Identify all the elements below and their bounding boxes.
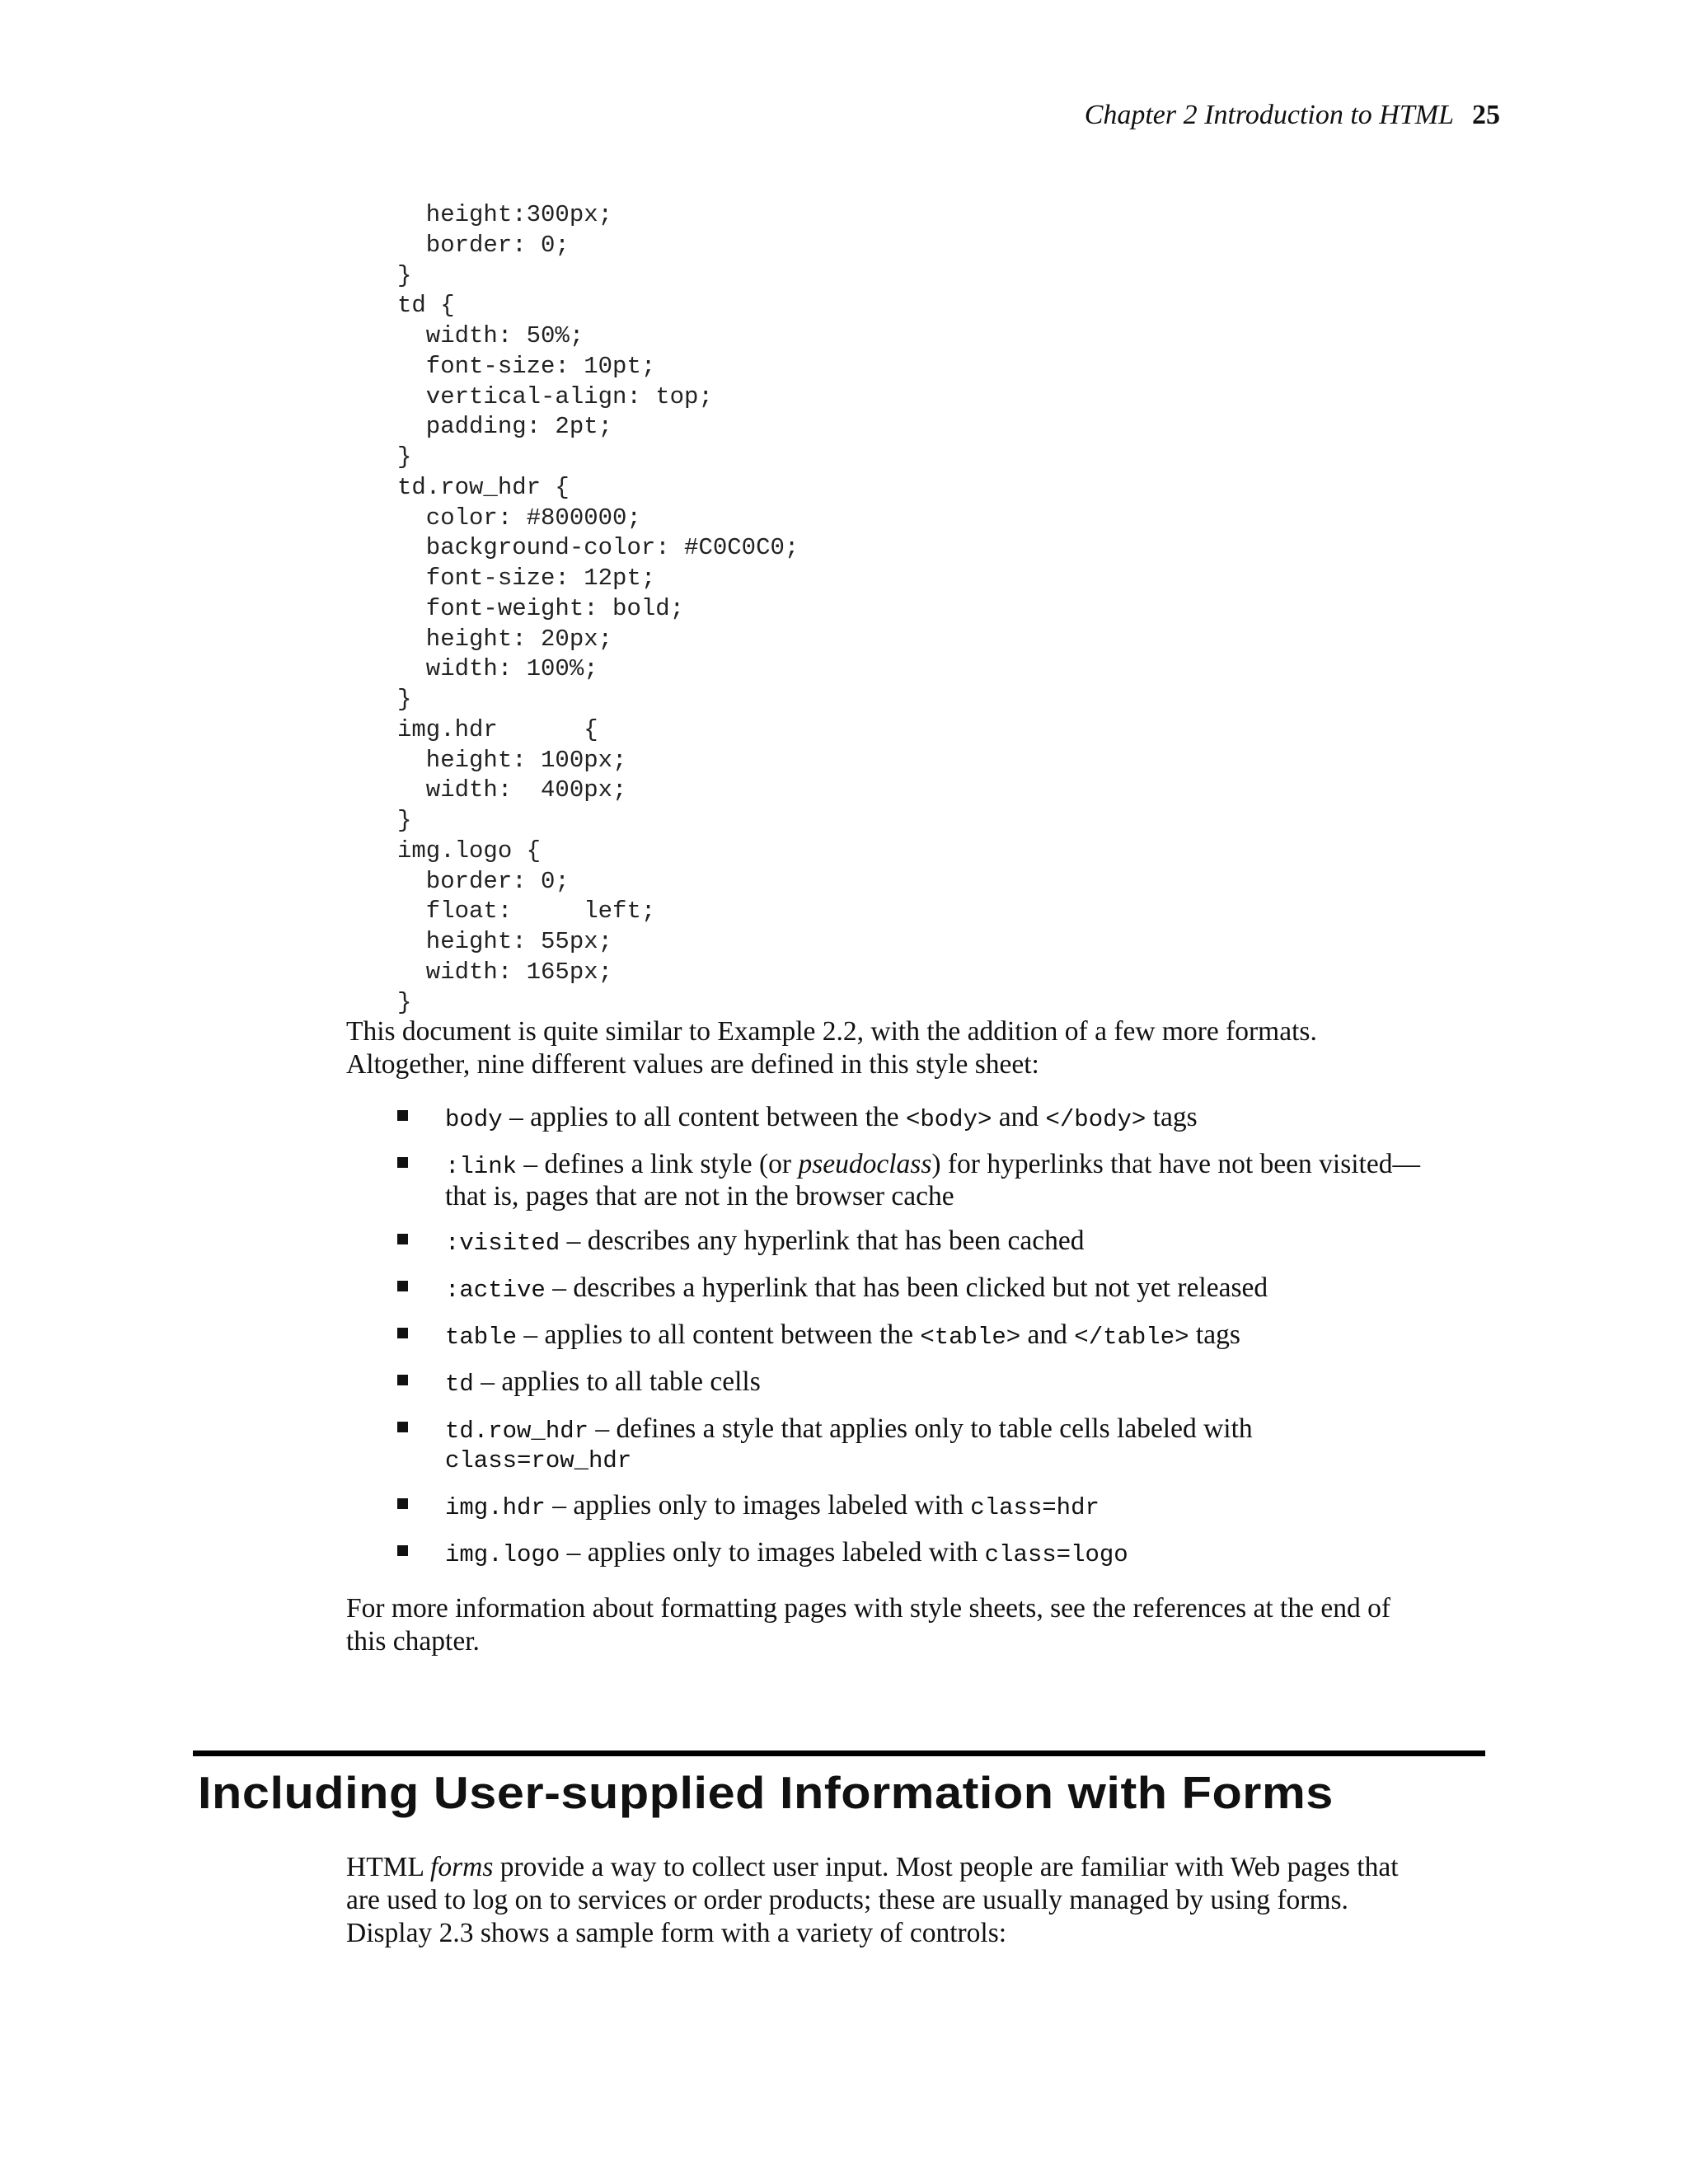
code-line: } [397, 686, 412, 713]
code-line: font-size: 12pt; [397, 565, 656, 592]
running-head [1085, 97, 1500, 134]
item-text: – describes any hyperlink that has been cached [560, 1226, 1085, 1256]
code-line: vertical-align: top; [397, 382, 713, 410]
code-term: td [445, 1371, 474, 1398]
intro-paragraph [346, 1015, 1500, 1081]
code-line: } [397, 443, 412, 471]
code-term: :link [445, 1153, 518, 1180]
item-text: that is, pages that are not in the browser cache [445, 1181, 954, 1212]
code-term: table [445, 1324, 518, 1351]
code-line: width: 165px; [397, 958, 613, 986]
code-line: border: 0; [397, 231, 570, 259]
code-term: body [445, 1106, 503, 1133]
italic-term: forms [430, 1852, 494, 1882]
code-line: td.row_hdr { [397, 473, 570, 501]
item-text: – applies to all content between the [517, 1319, 921, 1350]
bullet-square-icon [397, 1328, 408, 1338]
code-term: :visited [445, 1230, 560, 1257]
paragraph-line: For more information about formatting pages with style sheets, see the references at the end of [346, 1593, 1391, 1624]
code-line: font-size: 10pt; [397, 352, 656, 380]
style-rule-list [396, 1103, 1517, 1585]
code-term: img.hdr [445, 1494, 546, 1521]
list-item [396, 1367, 1517, 1399]
code-listing [397, 200, 799, 1018]
bullet-square-icon [397, 1498, 408, 1509]
code-line: img.logo { [397, 837, 542, 865]
code-line: width: 50%; [397, 322, 584, 349]
code-line: } [397, 988, 412, 1016]
item-text: ) for hyperlinks that have not been visited— [931, 1149, 1420, 1179]
item-text: tags [1146, 1102, 1198, 1132]
paragraph-text: HTML [346, 1852, 431, 1882]
code-term: </table> [1074, 1324, 1189, 1351]
code-term: </body> [1045, 1106, 1146, 1133]
bullet-square-icon [397, 1234, 408, 1244]
code-term: <body> [905, 1106, 992, 1133]
bullet-square-icon [397, 1281, 408, 1291]
forms-paragraph [346, 1851, 1500, 1950]
code-line: td { [397, 292, 455, 320]
code-line: color: #800000; [397, 504, 641, 532]
list-item [396, 1150, 1517, 1212]
code-term: class=logo [984, 1541, 1128, 1568]
code-line: float: left; [397, 898, 656, 926]
more-info-paragraph [346, 1592, 1500, 1658]
code-line: width: 100%; [397, 655, 598, 683]
code-line: height:300px; [397, 201, 613, 228]
bullet-square-icon [397, 1157, 408, 1168]
code-line: width: 400px; [397, 776, 627, 804]
italic-term: pseudoclass [798, 1149, 932, 1179]
list-item [396, 1226, 1517, 1258]
code-line: height: 20px; [397, 625, 613, 653]
item-text: – defines a style that applies only to table cells labeled with [588, 1413, 1253, 1444]
paragraph-line: this chapter. [346, 1626, 480, 1657]
item-text: tags [1189, 1319, 1240, 1350]
list-item [396, 1491, 1517, 1523]
code-term: img.logo [445, 1541, 560, 1568]
code-term: td.row_hdr [445, 1418, 589, 1445]
paragraph-line: Altogether, nine different values are defined in this style sheet: [346, 1049, 1039, 1080]
item-text: and [992, 1102, 1046, 1132]
paragraph-line: are used to log on to services or order products; these are usually managed by using forms. [346, 1885, 1348, 1915]
item-text: – describes a hyperlink that has been clicked but not yet released [545, 1272, 1268, 1303]
code-term: :active [445, 1277, 546, 1304]
paragraph-text: provide a way to collect user input. Most people are familiar with Web pages that [493, 1852, 1399, 1882]
list-item [396, 1538, 1517, 1570]
code-line: border: 0; [397, 867, 570, 895]
bullet-square-icon [397, 1422, 408, 1432]
code-term: class=row_hdr [445, 1447, 632, 1474]
bullet-square-icon [397, 1375, 408, 1385]
item-text: – defines a link style (or [517, 1149, 799, 1179]
list-item [396, 1414, 1517, 1476]
code-line: height: 100px; [397, 746, 627, 774]
section-heading: Including User-supplied Information with Forms [198, 1767, 1334, 1818]
code-line: padding: 2pt; [397, 413, 613, 441]
section-divider [193, 1750, 1485, 1756]
code-line: font-weight: bold; [397, 594, 685, 622]
paragraph-line: This document is quite similar to Example 2.2, with the addition of a few more formats. [346, 1016, 1317, 1047]
list-item [396, 1103, 1517, 1135]
list-item [396, 1273, 1517, 1305]
code-line: } [397, 807, 412, 834]
item-text: – applies only to images labeled with [560, 1537, 985, 1568]
code-line: background-color: #C0C0C0; [397, 534, 799, 562]
bullet-square-icon [397, 1545, 408, 1556]
list-item [396, 1320, 1517, 1352]
chapter-title: Chapter 2 Introduction to HTML [1084, 100, 1454, 130]
item-text: – applies only to images labeled with [545, 1490, 971, 1521]
code-line: } [397, 261, 412, 289]
bullet-square-icon [397, 1110, 408, 1121]
code-line: img.hdr { [397, 715, 598, 743]
item-text: and [1020, 1319, 1075, 1350]
item-text: – applies to all table cells [473, 1366, 761, 1397]
paragraph-line: Display 2.3 shows a sample form with a variety of controls: [346, 1918, 1007, 1948]
code-term: <table> [920, 1324, 1021, 1351]
code-line: height: 55px; [397, 928, 613, 955]
item-text: – applies to all content between the [502, 1102, 906, 1132]
code-term: class=hdr [970, 1494, 1100, 1521]
page-number: 25 [1472, 100, 1500, 130]
